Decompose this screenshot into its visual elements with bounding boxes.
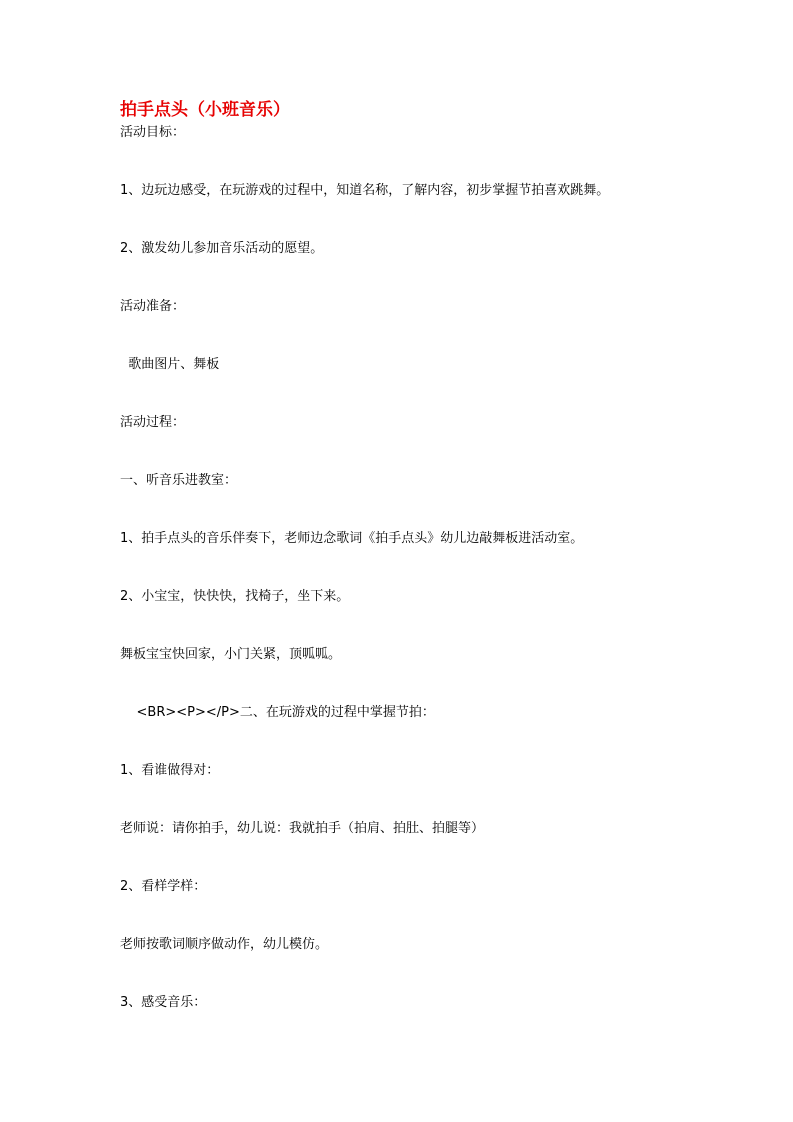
text-line: 1、看谁做得对： [120,763,220,778]
text-line: 1、拍手点头的音乐伴奏下，老师边念歌词《拍手点头》幼儿边敲舞板进活动室。 [120,531,584,546]
text-line: 老师说：请你拍手，幼儿说：我就拍手（拍肩、拍肚、拍腿等） [120,821,485,836]
text-line: 老师按歌词顺序做动作，幼儿模仿。 [120,937,329,952]
text-line: <BR><P></P>二、在玩游戏的过程中掌握节拍： [120,705,435,720]
text-line: 活动准备： [120,299,186,314]
text-line: 2、小宝宝，快快快，找椅子，坐下来。 [120,589,350,604]
text-line: 2、看样学样： [120,879,207,894]
text-line: 歌曲图片、舞板 [120,357,220,372]
text-line: 3、感受音乐： [120,995,207,1010]
text-line: 1、边玩边感受，在玩游戏的过程中，知道名称，了解内容，初步掌握节拍喜欢跳舞。 [120,183,610,198]
text-line: 2、激发幼儿参加音乐活动的愿望。 [120,241,324,256]
text-line: 活动过程： [120,415,186,430]
text-line: 一、听音乐进教室： [120,473,238,488]
page-title: 拍手点头（小班音乐） [120,100,290,120]
text-line: 活动目标： [120,125,186,140]
text-line: 舞板宝宝快回家，小门关紧，顶呱呱。 [120,647,342,662]
